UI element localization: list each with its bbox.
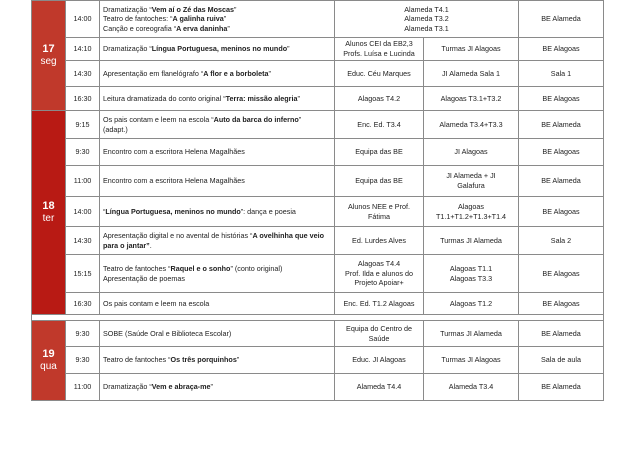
day-cell (32, 1, 66, 111)
presenters-cell: Alagoas T4.2 (335, 87, 424, 111)
activity-line (103, 274, 331, 284)
audience-cell: Turmas JI Alagoas (424, 38, 519, 61)
activity-text: ” (297, 93, 300, 103)
activity-text: ” (298, 114, 302, 124)
activity-text: ” (227, 23, 230, 33)
table-row (32, 87, 604, 111)
presenters-cell: Alameda T4.1 Alameda T3.2 Alameda T3.1 (335, 1, 519, 38)
activity-text: Os pais contam e leem na escola “ (103, 114, 214, 124)
activity-line (103, 125, 331, 135)
location-cell: BE Alameda (519, 166, 604, 197)
activity-text: Canção e coreografia “ (103, 23, 177, 33)
presenters-cell: Alagoas T4.4 Prof. Ilda e alunos do Projeto Apoiar+ (335, 255, 424, 293)
activity-title: A flor e a borboleta (203, 68, 269, 78)
activity-line (103, 44, 331, 54)
activity-title: para o jantar” (103, 240, 150, 250)
presenters-cell: Educ. Céu Marques (335, 61, 424, 87)
activity-text: . (149, 240, 152, 250)
activity-cell (100, 347, 335, 374)
activity-text: Teatro de fantoches “ (103, 263, 171, 273)
presenters-cell: Equipa do Centro de Saúde (335, 321, 424, 347)
time-cell: 9:30 (66, 347, 100, 374)
activity-line (103, 264, 331, 274)
location-cell: BE Alagoas (519, 197, 604, 227)
activity-text: Apresentação digital e no avental de histórias “ (103, 230, 253, 240)
table-row (32, 255, 604, 293)
table-row (32, 38, 604, 61)
activity-text: Dramatização “ (103, 4, 152, 14)
activity-text: Teatro de fantoches “ (103, 355, 171, 365)
presenters-cell: Alunos CEI da EB2,3 Profs. Luísa e Lucinda (335, 38, 424, 61)
audience-cell: Turmas JI Alagoas (424, 347, 519, 374)
audience-cell: Alagoas T1.2 (424, 293, 519, 315)
activity-text: Encontro com a escritora Helena Magalhães (103, 176, 245, 186)
activity-line (103, 147, 331, 157)
activity-cell (100, 38, 335, 61)
activity-text: (adapt.) (103, 124, 128, 134)
audience-cell: Alameda T3.4+T3.3 (424, 111, 519, 139)
day-cell (32, 321, 66, 401)
table-row (32, 197, 604, 227)
audience-cell: Alagoas T1.1 Alagoas T3.3 (424, 255, 519, 293)
audience-cell: Alameda T3.4 (424, 374, 519, 401)
activity-line (103, 207, 331, 217)
time-cell: 14:30 (66, 61, 100, 87)
audience-cell: Alagoas T3.1+T3.2 (424, 87, 519, 111)
time-cell: 11:00 (66, 166, 100, 197)
activity-text: SOBE (Saúde Oral e Biblioteca Escolar) (103, 328, 232, 338)
activity-cell (100, 166, 335, 197)
activity-line (103, 14, 331, 24)
presenters-cell: Alunos NEE e Prof. Fátima (335, 197, 424, 227)
day-number: 17 (42, 43, 55, 55)
day-number: 18 (42, 200, 55, 212)
activity-text: ”: dança e poesia (240, 206, 296, 216)
table-row (32, 293, 604, 315)
table-row (32, 139, 604, 166)
location-cell: Sala de aula (519, 347, 604, 374)
presenters-cell: Equipa das BE (335, 139, 424, 166)
location-cell: BE Alameda (519, 321, 604, 347)
activity-text: Teatro de fantoches: “ (103, 14, 173, 24)
day-name: ter (42, 213, 55, 224)
activity-cell (100, 87, 335, 111)
activity-title: Língua Portuguesa, meninos no mundo (151, 44, 288, 54)
activity-text: ” (223, 14, 227, 24)
table-row (32, 166, 604, 197)
activity-text: ” (236, 355, 240, 365)
table-row (32, 347, 604, 374)
time-cell: 14:00 (66, 1, 100, 38)
location-cell: BE Alagoas (519, 255, 604, 293)
activity-cell (100, 111, 335, 139)
activity-line (103, 69, 331, 79)
location-cell: Sala 1 (519, 61, 604, 87)
location-cell: BE Alagoas (519, 293, 604, 315)
audience-cell: JI Alameda + JI Galafura (424, 166, 519, 197)
presenters-cell: Alameda T4.4 (335, 374, 424, 401)
time-cell: 15:15 (66, 255, 100, 293)
activity-line (103, 115, 331, 125)
activity-title: Vem e abraça-me (151, 382, 211, 392)
activity-cell (100, 293, 335, 315)
activity-cell (100, 139, 335, 166)
table-row (32, 321, 604, 347)
table-row (32, 1, 604, 38)
time-cell: 14:30 (66, 227, 100, 255)
presenters-cell: Equipa das BE (335, 166, 424, 197)
activity-line (103, 329, 331, 339)
activity-text: ” (conto original) (230, 263, 283, 273)
location-cell: Sala 2 (519, 227, 604, 255)
table-row (32, 61, 604, 87)
time-cell: 16:30 (66, 87, 100, 111)
activity-title: Auto da barca do inferno (213, 114, 299, 124)
day-name: seg (40, 56, 57, 67)
time-cell: 9:30 (66, 139, 100, 166)
activity-cell (100, 374, 335, 401)
activity-title: A galinha ruiva (172, 14, 224, 24)
table-row (32, 227, 604, 255)
time-cell: 14:00 (66, 197, 100, 227)
activity-text: ” (210, 382, 213, 392)
activity-cell (100, 1, 335, 38)
activity-text: Apresentação em flanelógrafo “ (103, 68, 204, 78)
day-number: 19 (42, 348, 55, 360)
activity-line (103, 382, 331, 392)
location-cell: BE Alameda (519, 111, 604, 139)
audience-cell: Alagoas T1.1+T1.2+T1.3+T1.4 (424, 197, 519, 227)
activity-text: Os pais contam e leem na escola (103, 298, 210, 308)
activity-cell (100, 197, 335, 227)
activity-line (103, 5, 331, 15)
location-cell: BE Alameda (519, 1, 604, 38)
presenters-cell: Enc. Ed. T1.2 Alagoas (335, 293, 424, 315)
time-cell: 16:30 (66, 293, 100, 315)
activity-text: Dramatização “ (103, 382, 152, 392)
time-cell: 11:00 (66, 374, 100, 401)
activity-line (103, 299, 331, 309)
activity-line (103, 355, 331, 365)
presenters-cell: Ed. Lurdes Alves (335, 227, 424, 255)
activity-line (103, 24, 331, 34)
schedule-table (31, 0, 604, 401)
activity-line (103, 176, 331, 186)
location-cell: BE Alagoas (519, 38, 604, 61)
activity-text: ” (287, 44, 290, 54)
activity-line (103, 94, 331, 104)
location-cell: BE Alagoas (519, 139, 604, 166)
audience-cell: Turmas JI Alameda (424, 321, 519, 347)
activity-cell (100, 255, 335, 293)
audience-cell: JI Alagoas (424, 139, 519, 166)
audience-cell: Turmas JI Alameda (424, 227, 519, 255)
time-cell: 9:15 (66, 111, 100, 139)
activity-title: Os três porquinhos (170, 355, 237, 365)
time-cell: 14:10 (66, 38, 100, 61)
activity-cell (100, 321, 335, 347)
activity-text: Encontro com a escritora Helena Magalhães (103, 147, 245, 157)
activity-text: “ (103, 206, 106, 216)
activity-line (103, 241, 331, 251)
activity-title: Língua Portuguesa, meninos no mundo (105, 206, 241, 216)
location-cell: BE Alameda (519, 374, 604, 401)
activity-title: A erva daninha (176, 23, 228, 33)
activity-title: Raquel e o sonho (170, 263, 231, 273)
activity-title: Vem aí o Zé das Moscas (151, 4, 235, 14)
location-cell: BE Alagoas (519, 87, 604, 111)
activity-title: A ovelhinha que veio (252, 230, 325, 240)
activity-text: Leitura dramatizada do conto original “ (103, 93, 226, 103)
day-cell (32, 111, 66, 315)
activity-text: ” (268, 68, 271, 78)
time-cell: 9:30 (66, 321, 100, 347)
presenters-cell: Educ. JI Alagoas (335, 347, 424, 374)
table-row (32, 111, 604, 139)
activity-text: Apresentação de poemas (103, 273, 185, 283)
activity-text: Dramatização “ (103, 44, 152, 54)
activity-line (103, 231, 331, 241)
table-row (32, 374, 604, 401)
activity-cell (100, 227, 335, 255)
day-name: qua (40, 361, 57, 372)
presenters-cell: Enc. Ed. T3.4 (335, 111, 424, 139)
activity-text: ” (234, 4, 237, 14)
audience-cell: JI Alameda Sala 1 (424, 61, 519, 87)
activity-title: Terra: missão alegria (225, 93, 298, 103)
activity-cell (100, 61, 335, 87)
